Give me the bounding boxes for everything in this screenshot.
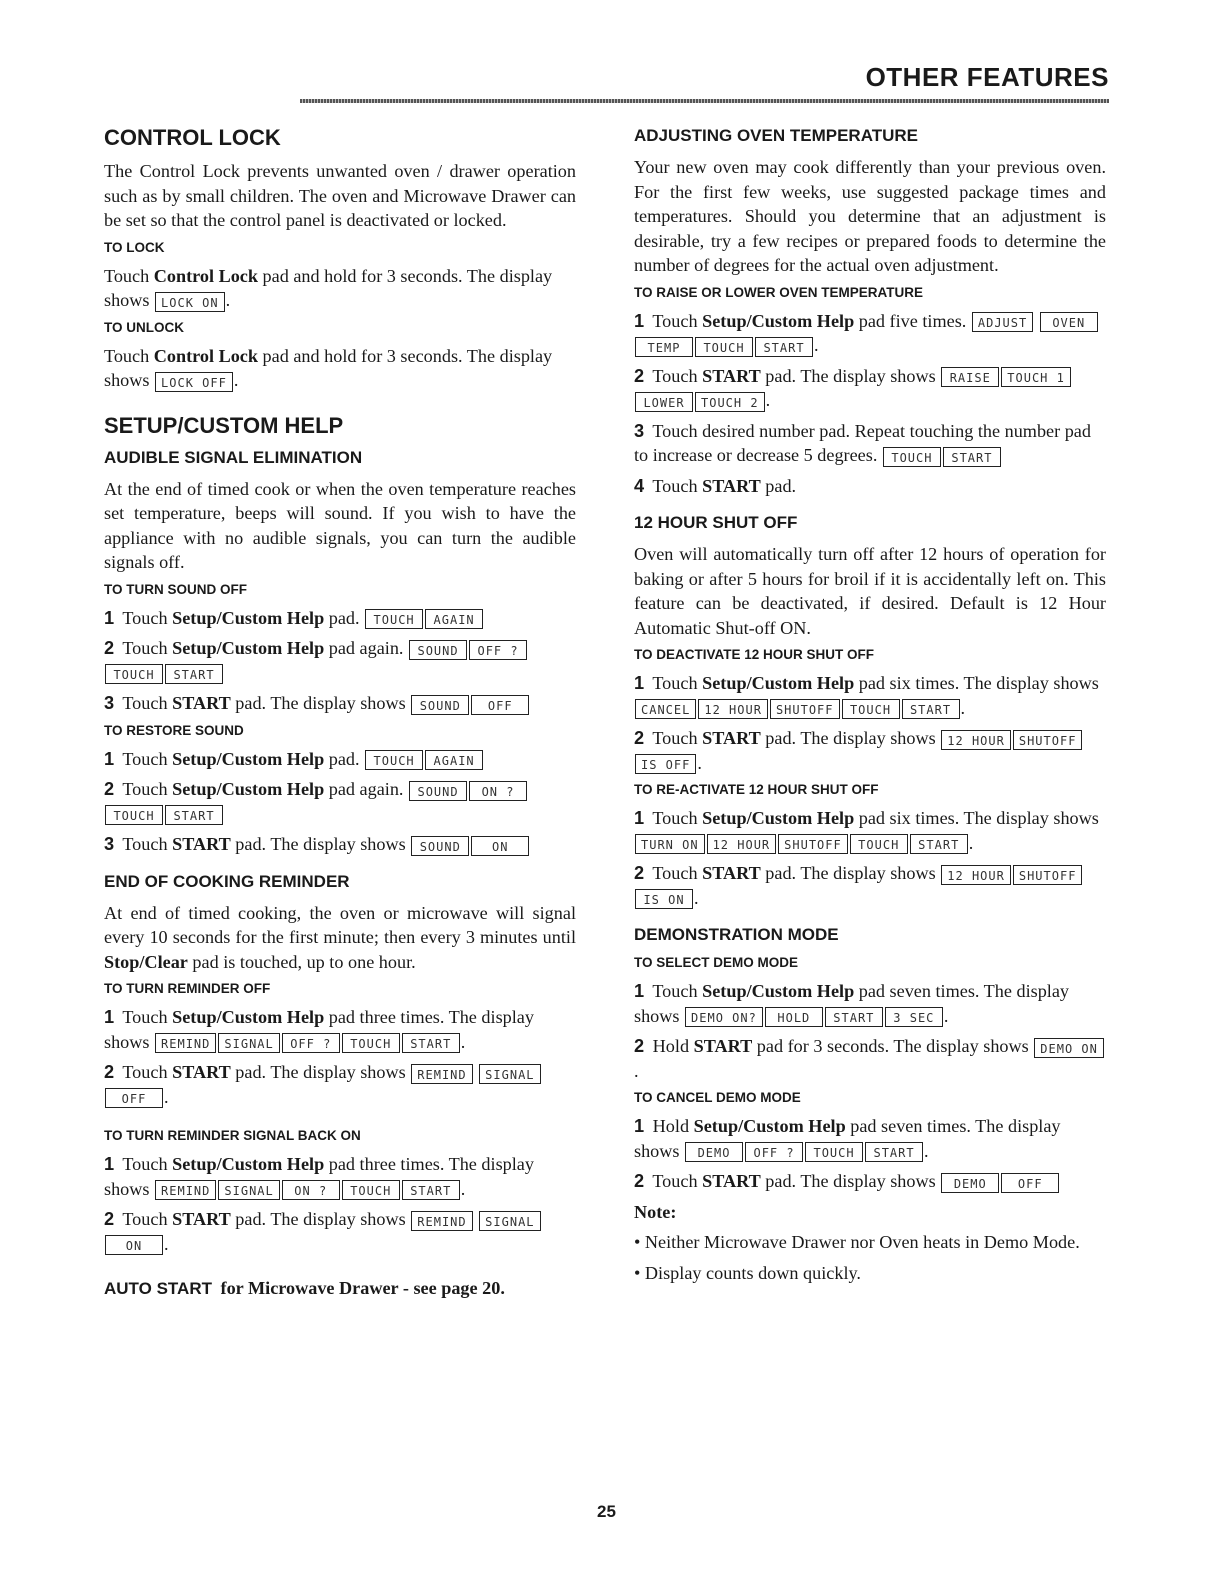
cancel-demo-heading: TO CANCEL DEMO MODE (634, 1090, 801, 1105)
audible-intro: At the end of timed cook or when the oven temperature reaches set temperature, beeps will sound. If you wish to have the appliance with no audible signals, you can turn the audible signals off. (104, 478, 576, 572)
display-segment: AGAIN (425, 609, 483, 629)
cancel-demo-step-1: 1 Hold Setup/Custom Help pad seven times. The display shows DEMO OFF ? TOUCH START . (634, 1116, 1061, 1161)
display-segment: START (902, 699, 960, 719)
deactivate-step-1: 1 Touch Setup/Custom Help pad six times. The display shows CANCEL 12 HOUR SHUTOFF TOUCH START . (634, 673, 1099, 718)
display-segment: RAISE (941, 367, 999, 387)
sound-off-step-2: 2 Touch Setup/Custom Help pad again. SOUND OFF ? TOUCH START (104, 636, 576, 685)
display-segment: TURN ON (635, 834, 705, 854)
reminder-on-heading: TO TURN REMINDER SIGNAL BACK ON (104, 1128, 361, 1143)
display-segment: START (165, 805, 223, 825)
display-segment: OFF ? (469, 640, 527, 660)
display-segment: START (165, 664, 223, 684)
display-segment: 3 SEC (885, 1007, 943, 1027)
display-segment: START (943, 447, 1001, 467)
adjust-intro: Your new oven may cook differently than your previous oven. For the first few weeks, use suggested package times and temperatures. Should you determine that an adjustment is desirable, try a few recipes or prepared foods to determine the number of degrees for the actual oven adjustment. (634, 157, 1106, 275)
shutoff-title: 12 HOUR SHUT OFF (634, 513, 798, 532)
display-segment: 12 HOUR (698, 699, 768, 719)
select-demo-step-2: 2 Hold START pad for 3 seconds. The display shows DEMO ON. (634, 1034, 1106, 1083)
display-segment: SHUTOFF (1013, 730, 1083, 750)
display-segment: IS OFF (635, 754, 696, 774)
restore-step-3: 3 Touch START pad. The display shows SOUND ON (104, 832, 576, 857)
sound-off-step-3: 3 Touch START pad. The display shows SOUND OFF (104, 691, 576, 716)
display-segment: TOUCH (365, 609, 423, 629)
reminder-off-step-2: 2 Touch START pad. The display shows REMIND SIGNALOFF . (104, 1060, 576, 1109)
restore-step-2: 2 Touch Setup/Custom Help pad again. SOUND ON ? TOUCH START (104, 777, 576, 826)
display-segment: ON (105, 1235, 163, 1255)
restore-step-1: 1 Touch Setup/Custom Help pad. TOUCH AGAIN (104, 747, 576, 772)
display-segment: SHUTOFF (770, 699, 840, 719)
display-segment: SOUND (409, 781, 467, 801)
select-demo-step-1: 1 Touch Setup/Custom Help pad seven times. The display shows DEMO ON? HOLD START 3 SEC . (634, 981, 1070, 1026)
control-lock-title: CONTROL LOCK (104, 125, 281, 150)
display-segment: START (402, 1180, 460, 1200)
display-segment: SOUND (411, 695, 469, 715)
display-segment: TOUCH (883, 447, 941, 467)
select-demo-heading: TO SELECT DEMO MODE (634, 955, 799, 970)
demo-title: DEMONSTRATION MODE (634, 925, 839, 944)
display-segment: HOLD (765, 1007, 823, 1027)
display-segment: 12 HOUR (941, 730, 1011, 750)
control-lock-intro: The Control Lock prevents unwanted oven / drawer operation such as by small children. The oven and Microwave Drawer can be set so that the control panel is deactivated or locked. (104, 161, 576, 230)
display-segment: SOUND (411, 836, 469, 856)
display-segment: LOWER (635, 392, 693, 412)
display-segment: TOUCH (342, 1033, 400, 1053)
display-segment: CANCEL (635, 699, 696, 719)
display-segment: TOUCH (695, 337, 753, 357)
display-segment: REMIND (411, 1064, 472, 1084)
restore-sound-heading: TO RESTORE SOUND (104, 722, 244, 738)
display-segment: TOUCH (805, 1142, 863, 1162)
display-segment: OFF ? (745, 1142, 803, 1162)
display-segment: OFF (105, 1088, 163, 1108)
display-segment: SIGNAL (218, 1033, 279, 1053)
display-segment: DEMO (685, 1142, 743, 1162)
reminder-on-step-2: 2 Touch START pad. The display shows REMIND SIGNALON . (104, 1207, 576, 1256)
adjust-title: ADJUSTING OVEN TEMPERATURE (634, 126, 918, 145)
reactivate-heading: TO RE-ACTIVATE 12 HOUR SHUT OFF (634, 782, 879, 797)
right-column (634, 125, 1106, 1291)
display-segment: TOUCH (842, 699, 900, 719)
sound-off-step-1: 1 Touch Setup/Custom Help pad. TOUCH AGAIN (104, 606, 576, 631)
display-segment: START (755, 337, 813, 357)
display-segment: ON ? (282, 1180, 340, 1200)
to-lock-text: Touch Control Lock pad and hold for 3 seconds. The display shows LOCK ON . (104, 265, 553, 310)
setup-help-title: SETUP/CUSTOM HELP (104, 412, 344, 438)
display-segment: START (825, 1007, 883, 1027)
adjust-step-2: 2 Touch START pad. The display shows RAISE TOUCH 1 LOWER TOUCH 2 . (634, 364, 1106, 413)
page-header-title: OTHER FEATURES (865, 62, 1109, 92)
display-segment: SIGNAL (218, 1180, 279, 1200)
display-segment: DEMO ON? (685, 1007, 763, 1027)
to-unlock-heading: TO UNLOCK (104, 319, 184, 335)
display-segment: TOUCH (365, 750, 423, 770)
adjust-step-3: 3 Touch desired number pad. Repeat touching the number pad to increase or decrease 5 degrees. TOUCH START (634, 420, 1091, 465)
display-segment: REMIND (155, 1033, 216, 1053)
shutoff-intro: Oven will automatically turn off after 12 hours of operation for baking or after 5 hours for broil if it is accidentally left on. This feature can be deactivated, if desired. Default is 12 Hour Automatic Shut-off ON. (634, 544, 1106, 638)
display-segment: TOUCH 2 (695, 392, 765, 412)
display-segment: DEMO (941, 1173, 999, 1193)
display-segment: START (865, 1142, 923, 1162)
display-segment: ON (471, 836, 529, 856)
display-segment: SOUND (409, 640, 467, 660)
reactivate-step-2: 2 Touch START pad. The display shows 12 HOUR SHUTOFF IS ON . (634, 861, 1106, 910)
display-segment: OFF (1001, 1173, 1059, 1193)
page-number: 25 (597, 1502, 616, 1521)
sound-off-heading: TO TURN SOUND OFF (104, 581, 247, 597)
audible-title: AUDIBLE SIGNAL ELIMINATION (104, 447, 363, 467)
display-segment: 12 HOUR (941, 865, 1011, 885)
adjust-step-1: 1 Touch Setup/Custom Help pad five times. ADJUST OVENTEMP TOUCH START . (634, 309, 1106, 358)
display-segment: AGAIN (425, 750, 483, 770)
reminder-off-step-1: 1 Touch Setup/Custom Help pad three times. The display shows REMIND SIGNAL OFF ? TOUCH START . (104, 1007, 534, 1052)
note-label: Note: (634, 1201, 677, 1222)
display-segment: REMIND (155, 1180, 216, 1200)
left-column (104, 125, 576, 1308)
header-rule (300, 99, 1109, 103)
display-segment: TOUCH (342, 1180, 400, 1200)
reminder-intro: At end of timed cooking, the oven or microwave will signal every 10 seconds for the first minute; then every 3 minutes until Stop/Clear pad is touched, up to one hour. (104, 902, 576, 972)
display-segment: OFF (471, 695, 529, 715)
reminder-title: END OF COOKING REMINDER (104, 871, 350, 891)
display-segment: SHUTOFF (1013, 865, 1083, 885)
note-list (634, 1230, 1106, 1285)
note-item: • Display counts down quickly. (634, 1262, 861, 1283)
reactivate-step-1: 1 Touch Setup/Custom Help pad six times. The display shows TURN ON 12 HOUR SHUTOFF TOUCH START . (634, 808, 1099, 853)
display-segment: REMIND (411, 1211, 472, 1231)
deactivate-step-2: 2 Touch START pad. The display shows 12 HOUR SHUTOFF IS OFF . (634, 726, 1106, 775)
raise-lower-heading: TO RAISE OR LOWER OVEN TEMPERATURE (634, 284, 924, 300)
display-segment: DEMO ON (1034, 1038, 1104, 1058)
deactivate-heading: TO DEACTIVATE 12 HOUR SHUT OFF (634, 647, 875, 662)
reminder-off-heading: TO TURN REMINDER OFF (104, 981, 271, 996)
display-segment: 12 HOUR (707, 834, 777, 854)
to-unlock-text: Touch Control Lock pad and hold for 3 seconds. The display shows LOCK OFF . (104, 345, 553, 390)
display-segment: OVEN (1040, 312, 1098, 332)
display-lock-on: LOCK ON (155, 292, 225, 312)
cancel-demo-step-2: 2 Touch START pad. The display shows DEMO OFF (634, 1169, 1106, 1194)
display-lock-off: LOCK OFF (155, 372, 233, 392)
display-segment: ADJUST (972, 312, 1033, 332)
display-segment: TOUCH (105, 805, 163, 825)
display-segment: START (402, 1033, 460, 1053)
display-segment: SHUTOFF (778, 834, 848, 854)
display-segment: ON ? (469, 781, 527, 801)
to-lock-heading: TO LOCK (104, 239, 165, 255)
note-item: • Neither Microwave Drawer nor Oven heats in Demo Mode. (634, 1232, 1080, 1252)
adjust-step-4: 4 Touch START pad. (634, 475, 797, 496)
reminder-on-step-1: 1 Touch Setup/Custom Help pad three times. The display shows REMIND SIGNAL ON ? TOUCH START . (104, 1154, 534, 1199)
display-segment: OFF ? (282, 1033, 340, 1053)
display-segment: TOUCH (105, 664, 163, 684)
display-segment: IS ON (635, 889, 693, 909)
display-segment: TEMP (635, 337, 693, 357)
display-segment: TOUCH 1 (1001, 367, 1071, 387)
auto-start-reference: AUTO START for Microwave Drawer - see page 20. (104, 1278, 505, 1298)
display-segment: SIGNAL (479, 1064, 540, 1084)
display-segment: SIGNAL (479, 1211, 540, 1231)
display-segment: TOUCH (850, 834, 908, 854)
display-segment: START (910, 834, 968, 854)
